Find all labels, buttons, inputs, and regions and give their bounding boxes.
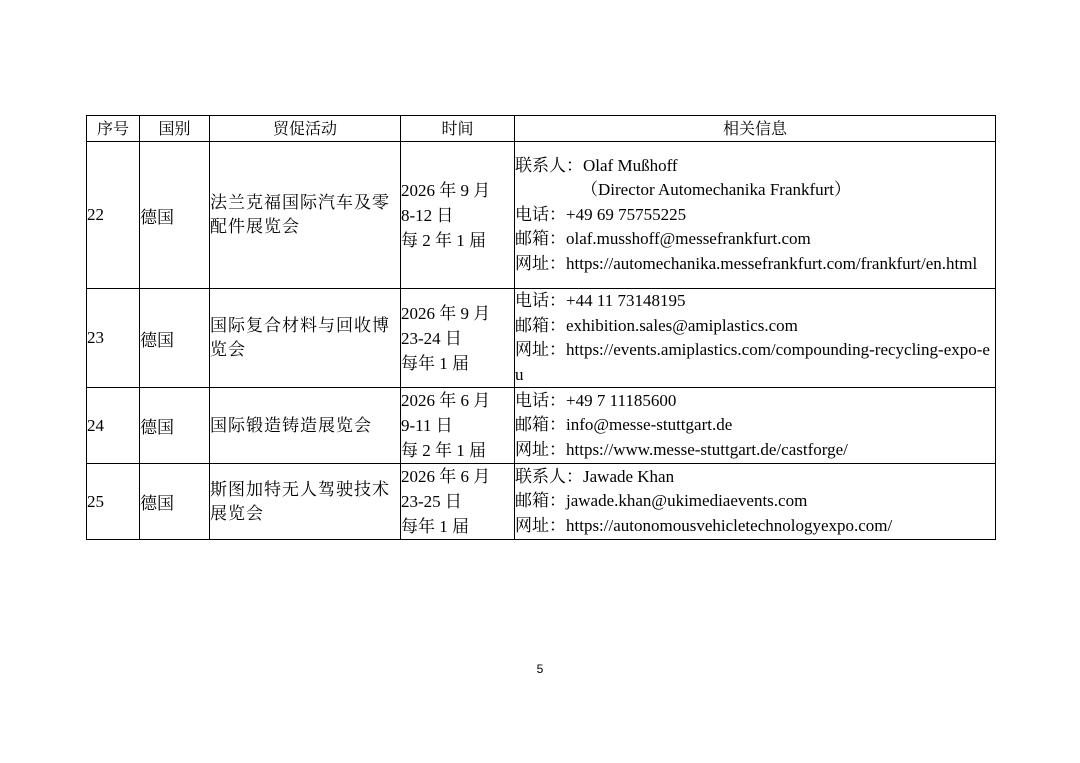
row-time (401, 142, 515, 289)
row-info (515, 388, 996, 464)
time-frequency: 每 2 年 1 届 (401, 441, 486, 460)
row-info (515, 289, 996, 388)
info-phone: 电话：+49 69 75755225 (515, 204, 687, 224)
info-contact: 联系人：Jawade Khan (515, 466, 675, 486)
info-phone: 电话：+44 11 73148195 (515, 291, 686, 310)
time-days: 23-25 日 (401, 492, 462, 511)
header-info: 相关信息 (515, 116, 996, 142)
page-number: 5 (536, 662, 544, 676)
table-row (87, 464, 996, 540)
info-email: 邮箱：jawade.khan@ukimediaevents.com (515, 491, 808, 511)
time-days: 8-12 日 (401, 205, 454, 225)
info-phone: 电话：+49 7 11185600 (515, 390, 677, 410)
info-website: 网址：https://automechanika.messefrankfurt.com/frankfurt/en.html (515, 253, 978, 273)
row-country: 德国 (140, 388, 210, 464)
table-row (87, 388, 996, 464)
header-time: 时间 (401, 116, 515, 142)
time-month: 2026 年 9 月 (401, 180, 491, 200)
header-seq: 序号 (87, 116, 140, 142)
row-event: 法兰克福国际汽车及零配件展览会 (210, 142, 401, 289)
row-time (401, 388, 515, 464)
header-country: 国别 (140, 116, 210, 142)
row-event: 斯图加特无人驾驶技术展览会 (210, 464, 401, 540)
time-month: 2026 年 6 月 (401, 391, 491, 410)
time-days: 23-24 日 (401, 328, 462, 348)
info-contact: 联系人：Olaf Mußhoff (515, 155, 678, 175)
info-email: 邮箱：exhibition.sales@amiplastics.com (515, 315, 798, 335)
table-row (87, 142, 996, 289)
table-header-row (87, 116, 996, 142)
info-contact-title: （Director Automechanika Frankfurt） (581, 180, 852, 200)
row-event: 国际锻造铸造展览会 (210, 388, 401, 464)
info-email: 邮箱：olaf.musshoff@messefrankfurt.com (515, 229, 811, 249)
header-event: 贸促活动 (210, 116, 401, 142)
row-seq: 22 (87, 142, 140, 289)
row-info (515, 142, 996, 289)
time-frequency: 每年 1 届 (401, 353, 469, 373)
info-website: 网址：https://www.messe-stuttgart.de/castforge/ (515, 439, 848, 459)
time-frequency: 每 2 年 1 届 (401, 230, 486, 250)
row-country: 德国 (140, 142, 210, 289)
row-seq: 25 (87, 464, 140, 540)
row-time (401, 289, 515, 388)
info-email: 邮箱：info@messe-stuttgart.de (515, 415, 733, 435)
row-event: 国际复合材料与回收博览会 (210, 289, 401, 388)
time-days: 9-11 日 (401, 416, 453, 435)
row-country: 德国 (140, 464, 210, 540)
time-month: 2026 年 9 月 (401, 303, 491, 323)
table-row (87, 289, 996, 388)
info-website: 网址：https://autonomousvehicletechnologyexpo.com/ (515, 515, 893, 535)
row-seq: 23 (87, 289, 140, 388)
time-frequency: 每年 1 届 (401, 517, 469, 536)
row-seq: 24 (87, 388, 140, 464)
time-month: 2026 年 6 月 (401, 467, 491, 486)
row-info (515, 464, 996, 540)
trade-events-table (86, 115, 996, 540)
row-time (401, 464, 515, 540)
info-website: 网址：https://events.amiplastics.com/compounding-recycling-expo-eu (515, 340, 990, 384)
row-country: 德国 (140, 289, 210, 388)
